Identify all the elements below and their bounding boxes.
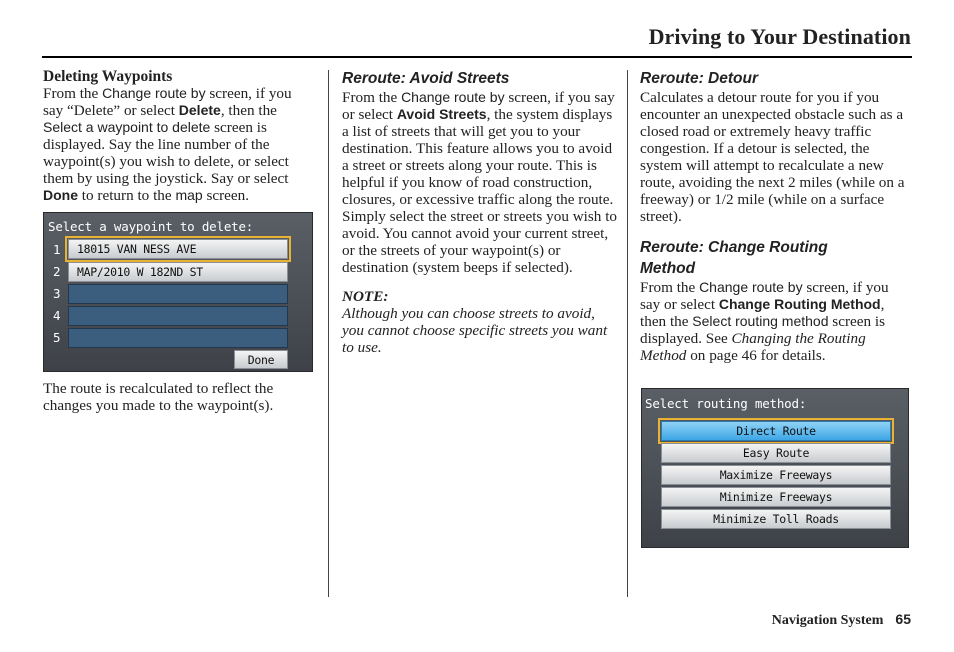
text: Delete: [178, 102, 221, 118]
text: From the: [342, 89, 402, 106]
text: Select a waypoint to delete: [43, 119, 211, 135]
screen-title: Select a waypoint to delete:: [48, 219, 254, 234]
text: screen, if you say or select: [342, 89, 615, 123]
text: Change route by: [102, 85, 206, 101]
text: Changing the Routing Method: [640, 330, 866, 364]
screen-title: Select routing method:: [645, 396, 807, 411]
text: on page 46 for details.: [686, 347, 826, 364]
column-detour: [640, 68, 912, 364]
text: , then the: [220, 102, 277, 119]
paragraph: [342, 89, 617, 276]
text: , the system displays a list of streets that will get you to your destination. This feature allows you to avoid a street or streets along your route. This is helpful if you know of road construction, closures, or excessive traffic along the route. Simply select the street or streets you wish to avoid. You cannot avoid your current street, or the streets of your waypoint(s) or destination (system beeps if selected).: [342, 106, 618, 276]
waypoint-delete-screen: [43, 212, 313, 372]
text: map: [175, 187, 203, 203]
note-label: NOTE:: [342, 288, 389, 305]
minimize-freeways-button[interactable]: Minimize Freeways: [661, 487, 891, 507]
waypoint-row-1[interactable]: 18015 VAN NESS AVE: [68, 239, 288, 259]
text: screen, if you say or select: [640, 279, 889, 313]
easy-route-button[interactable]: Easy Route: [661, 443, 891, 463]
footer: [772, 611, 911, 629]
paragraph: [640, 279, 912, 364]
done-button[interactable]: Done: [234, 350, 288, 369]
text: to return to the: [78, 187, 176, 204]
text: Change route by: [401, 89, 505, 105]
column-divider: [627, 70, 628, 597]
row-number: 2: [53, 264, 61, 279]
waypoint-row-5[interactable]: [68, 328, 288, 348]
row-number: 1: [53, 242, 61, 257]
section-heading: Reroute: Avoid Streets: [342, 70, 510, 87]
column-deleting-waypoints: [43, 68, 315, 204]
column-avoid-streets: [342, 68, 617, 356]
paragraph: [43, 85, 315, 204]
section-heading: Reroute: Change Routing: [640, 239, 828, 256]
page-number: 65: [895, 611, 911, 627]
column-1-bottom: [43, 380, 315, 414]
text: , then the: [640, 296, 885, 330]
text: From the: [640, 279, 700, 296]
text: Change Routing Method: [718, 296, 881, 312]
routing-method-screen: [641, 388, 909, 548]
row-number: 4: [53, 308, 61, 323]
row-number: 3: [53, 286, 61, 301]
text: Avoid Streets: [396, 106, 487, 122]
text: screen, if you say “Delete” or select: [43, 85, 292, 119]
text: From the: [43, 85, 103, 102]
footer-label: Navigation System: [771, 613, 884, 628]
section-heading: Deleting Waypoints: [43, 68, 173, 85]
column-divider: [328, 70, 329, 597]
maximize-freeways-button[interactable]: Maximize Freeways: [661, 465, 891, 485]
text: Done: [43, 187, 78, 203]
waypoint-row-3[interactable]: [68, 284, 288, 304]
text: Select routing method: [692, 313, 829, 329]
note-text: Although you can choose streets to avoid, you cannot choose specific streets you want to use.: [342, 305, 608, 356]
row-number: 5: [53, 330, 61, 345]
section-heading: Method: [640, 260, 696, 277]
text: screen is displayed. See: [640, 313, 886, 347]
header-rule: [42, 56, 912, 58]
text: screen is displayed. Say the line number of the waypoint(s) you wish to delete, or select them by using the joystick. Say or select: [43, 119, 289, 187]
waypoint-row-2[interactable]: MAP/2010 W 182ND ST: [68, 262, 288, 282]
text: Change route by: [699, 279, 803, 295]
direct-route-button[interactable]: Direct Route: [661, 421, 891, 441]
section-heading: Reroute: Detour: [640, 70, 758, 87]
text: screen.: [202, 187, 250, 204]
page-title: Driving to Your Destination: [648, 24, 911, 49]
waypoint-row-4[interactable]: [68, 306, 288, 326]
minimize-toll-roads-button[interactable]: Minimize Toll Roads: [661, 509, 891, 529]
paragraph: Calculates a detour route for you if you encounter an unexpected obstacle such as a closed road or extremely heavy traffic congestion. If a detour is selected, the system will attempt to recalculate a new route, avoiding the next 2 miles (while on a freeway) or 1/2 mile (while on a surface street).: [640, 89, 905, 225]
paragraph: The route is recalculated to reflect the changes you made to the waypoint(s).: [43, 380, 274, 414]
